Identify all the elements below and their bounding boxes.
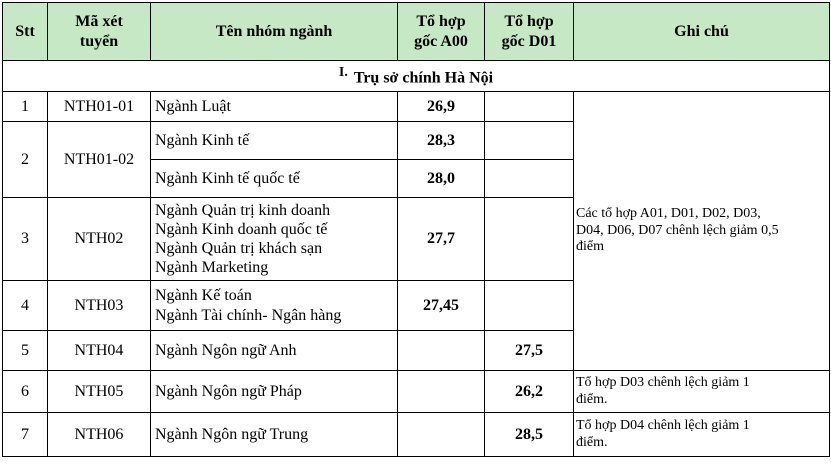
cell-d01: 28,5: [485, 413, 574, 457]
note-line: điểm.: [576, 391, 608, 407]
cell-note: [574, 371, 830, 413]
cell-stt: 1: [3, 92, 48, 122]
cell-a00: 28,0: [398, 160, 485, 198]
major-name: Ngành Tài chính- Ngân hàng: [155, 306, 342, 324]
cell-stt: 4: [3, 281, 48, 331]
cell-a00: 26,9: [398, 92, 485, 122]
header-d01: [485, 3, 574, 61]
cell-code: NTH03: [48, 281, 151, 331]
header-d01-line1: Tổ hợp: [504, 13, 554, 31]
header-ghi-chu: Ghi chú: [574, 3, 830, 61]
cell-d01: 26,2: [485, 371, 574, 413]
cell-major: [151, 198, 398, 281]
cell-d01: [485, 122, 574, 160]
header-a00-line1: Tổ hợp: [416, 13, 466, 31]
cell-note: [574, 413, 830, 457]
cell-d01: [485, 281, 574, 331]
cell-stt: 6: [3, 371, 48, 413]
cell-code: NTH01-02: [48, 122, 151, 198]
cell-d01: 27,5: [485, 331, 574, 371]
cell-a00: [398, 371, 485, 413]
cell-stt: 7: [3, 413, 48, 457]
major-name: Ngành Quản trị khách sạn: [155, 240, 323, 257]
header-ten-nhom-nganh: Tên nhóm ngành: [151, 3, 398, 61]
section-number: I.: [338, 64, 348, 80]
cell-major: Ngành Kinh tế quốc tế: [151, 160, 398, 198]
header-row: [3, 3, 830, 61]
cell-code: NTH06: [48, 413, 151, 457]
cell-a00: 28,3: [398, 122, 485, 160]
table-row: [3, 413, 830, 457]
header-stt: Stt: [3, 3, 48, 61]
admission-scores-table: [2, 2, 830, 457]
cell-stt: 5: [3, 331, 48, 371]
cell-major: Ngành Kinh tế: [151, 122, 398, 160]
cell-major: [151, 281, 398, 331]
cell-major: Ngành Ngôn ngữ Trung: [151, 413, 398, 457]
cell-stt: 3: [3, 198, 48, 281]
major-name: Ngành Kế toán: [155, 287, 252, 305]
header-a00: [398, 3, 485, 61]
section-title: Trụ sở chính Hà Nội: [353, 69, 494, 87]
cell-major: Ngành Luật: [151, 92, 398, 122]
cell-a00: [398, 413, 485, 457]
section-row: [3, 61, 830, 92]
cell-code: NTH04: [48, 331, 151, 371]
table-row: [3, 371, 830, 413]
cell-major: Ngành Ngôn ngữ Anh: [151, 331, 398, 371]
major-name: Ngành Quản trị kinh doanh: [155, 201, 331, 219]
note-line: Tổ hợp D04 chênh lệch giảm 1: [576, 417, 750, 433]
cell-a00: 27,7: [398, 198, 485, 281]
section-title-cell: [3, 61, 830, 92]
header-a00-line2: gốc A00: [414, 32, 468, 50]
cell-shared-note: [574, 92, 830, 371]
cell-a00: 27,45: [398, 281, 485, 331]
major-name: Ngành Marketing: [155, 259, 269, 277]
cell-d01: [485, 92, 574, 122]
shared-note-line: D04, D06, D07 chênh lệch giảm 0,5: [576, 222, 779, 238]
cell-code: NTH02: [48, 198, 151, 281]
note-line: điểm.: [576, 434, 608, 450]
note-line: Tổ hợp D03 chênh lệch giảm 1: [576, 374, 750, 390]
shared-note-line: điểm: [576, 239, 604, 255]
header-d01-line2: gốc D01: [501, 32, 557, 50]
cell-d01: [485, 160, 574, 198]
shared-note-line: Các tổ hợp A01, D01, D02, D03,: [576, 205, 761, 221]
cell-stt: 2: [3, 122, 48, 198]
header-ma-xet-tuyen: [48, 3, 151, 61]
cell-d01: [485, 198, 574, 281]
major-name: Ngành Kinh doanh quốc tế: [155, 220, 328, 238]
cell-code: NTH05: [48, 371, 151, 413]
header-ma-xet-tuyen-line1: Mã xét: [75, 13, 123, 31]
cell-a00: [398, 331, 485, 371]
header-ma-xet-tuyen-line2: tuyển: [79, 32, 119, 50]
cell-major: Ngành Ngôn ngữ Pháp: [151, 371, 398, 413]
cell-code: NTH01-01: [48, 92, 151, 122]
table-row: [3, 92, 830, 122]
